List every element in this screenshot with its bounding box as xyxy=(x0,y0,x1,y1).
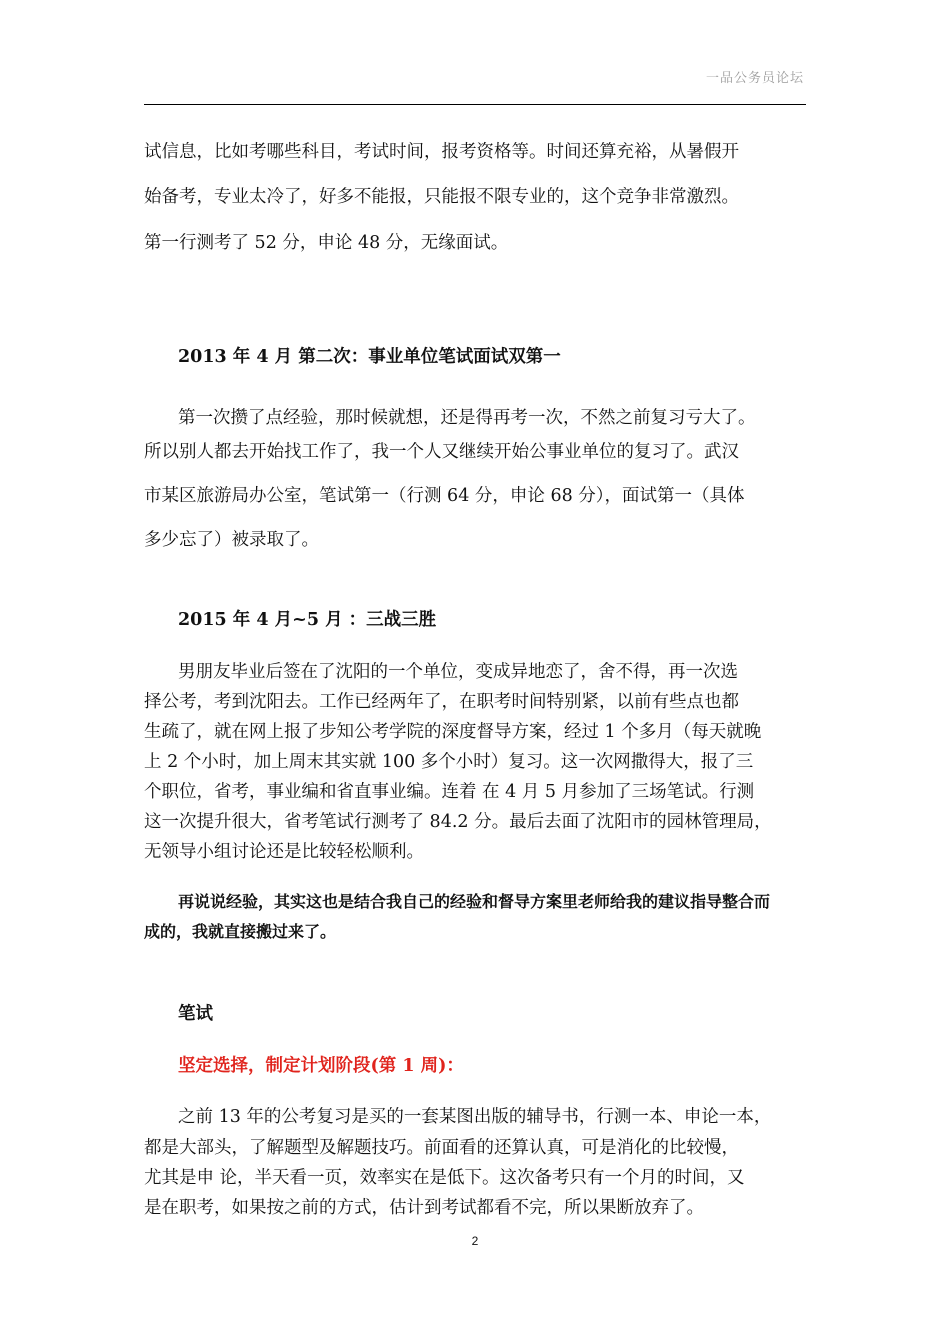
paragraph-line: 择公考，考到沈阳去。工作已经两年了，在职考时间特别紧，以前有些点也都 xyxy=(144,692,739,712)
page-number: 2 xyxy=(471,1234,479,1248)
paragraph-line: 男朋友毕业后签在了沈阳的一个单位，变成异地恋了，舍不得，再一次选 xyxy=(178,662,738,682)
paragraph-line: 所以别人都去开始找工作了，我一个人又继续开始公事业单位的复习了。武汉 xyxy=(144,442,739,462)
section-heading: 2015 年 4 月~5 月 ：三战三胜 xyxy=(178,610,437,630)
paragraph-line: 第一次攒了点经验，那时候就想，还是得再考一次，不然之前复习亏大了。 xyxy=(178,408,756,428)
section-heading: 2013 年 4 月 第二次：事业单位笔试面试双第一 xyxy=(178,347,561,367)
section-heading: 笔试 xyxy=(178,1004,213,1024)
paragraph-line: 上 2 个小时，加上周末其实就 100 多个小时）复习。这一次网撒得大，报了三 xyxy=(144,752,754,772)
paragraph-line: 试信息，比如考哪些科目，考试时间，报考资格等。时间还算充裕，从暑假开 xyxy=(144,142,739,162)
paragraph-line: 生疏了，就在网上报了步知公考学院的深度督导方案，经过 1 个多月（每天就晚 xyxy=(144,722,762,742)
stage-heading: 坚定选择，制定计划阶段(第 1 周)： xyxy=(178,1056,464,1076)
paragraph-line: 再说说经验，其实这也是结合我自己的经验和督导方案里老师给我的建议指导整合而 xyxy=(178,892,771,911)
paragraph-line: 个职位，省考，事业编和省直事业编。连着 在 4 月 5 月参加了三场笔试。行测 xyxy=(144,782,755,802)
paragraph-line: 始备考，专业太冷了，好多不能报，只能报不限专业的，这个竞争非常激烈。 xyxy=(144,187,739,207)
paragraph-line: 是在职考，如果按之前的方式，估计到考试都看不完，所以果断放弃了。 xyxy=(144,1198,704,1218)
paragraph-line: 尤其是申 论，半天看一页，效率实在是低下。这次备考只有一个月的时间，又 xyxy=(144,1168,745,1188)
paragraph-line: 市某区旅游局办公室，笔试第一（行测 64 分，申论 68 分），面试第一（具体 xyxy=(144,486,745,506)
paragraph-line: 这一次提升很大，省考笔试行测考了 84.2 分。最后去面了沈阳市的园林管理局， xyxy=(144,812,772,832)
paragraph-line: 无领导小组讨论还是比较轻松顺利。 xyxy=(144,842,424,862)
paragraph-line: 第一行测考了 52 分，申论 48 分，无缘面试。 xyxy=(144,233,509,253)
paragraph-line: 之前 13 年的公考复习是买的一套某图出版的辅导书，行测一本、申论一本， xyxy=(178,1107,772,1127)
paragraph-line: 都是大部头，了解题型及解题技巧。前面看的还算认真，可是消化的比较慢， xyxy=(144,1138,739,1158)
header-title: 一品公务员论坛 xyxy=(705,71,804,86)
paragraph-line: 多少忘了）被录取了。 xyxy=(144,530,319,550)
paragraph-line: 成的，我就直接搬过来了。 xyxy=(144,922,337,941)
header-divider xyxy=(144,104,806,105)
